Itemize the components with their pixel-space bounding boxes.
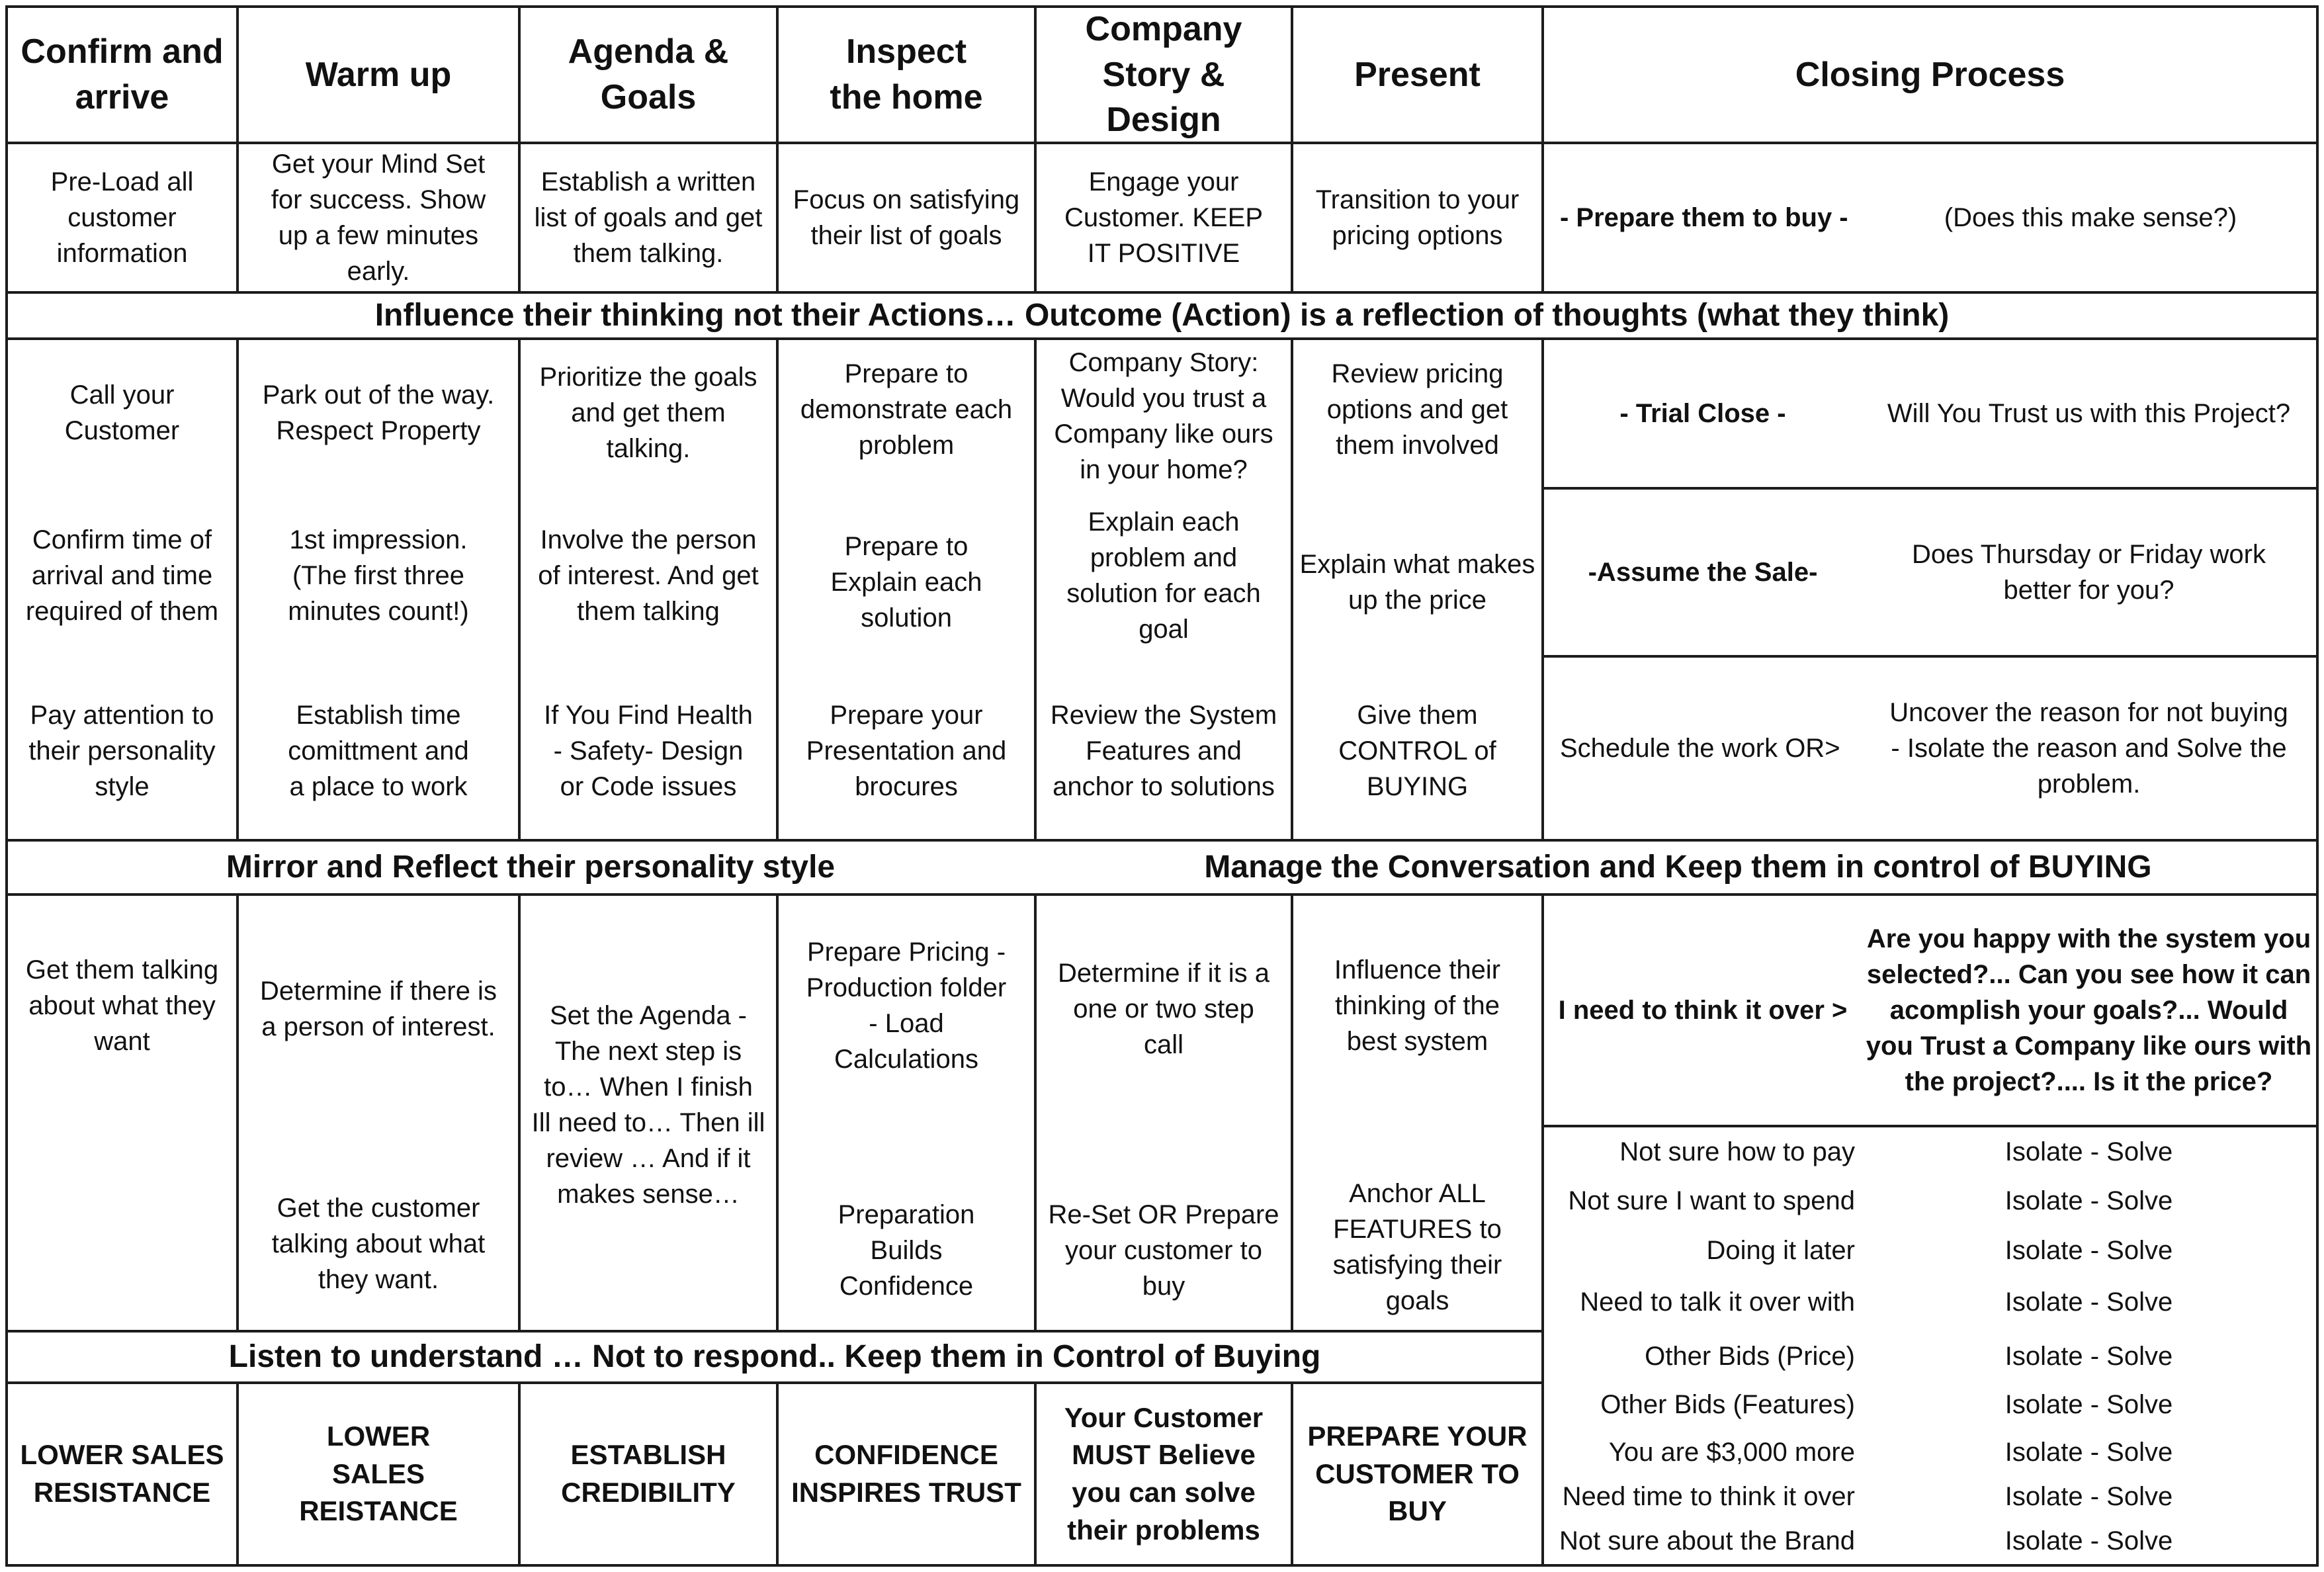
header-agenda-goals: Agenda & Goals (568, 32, 729, 116)
confirm-row2-b: Confirm time of arrival and time required of them (25, 525, 219, 626)
footer-agenda-goals: ESTABLISH CREDIBILITY (561, 1439, 736, 1508)
border-right (2316, 5, 2319, 1567)
inspect-row1: Focus on satisfying their list of goals (793, 185, 1020, 250)
inspect-row2-c: Prepare your Presentation and brocures (806, 701, 1007, 801)
objection-text: Not sure how to pay (1619, 1137, 1855, 1166)
objection-response: Isolate - Solve (2004, 1342, 2173, 1371)
banner-manage: Manage the Conversation and Keep them in control of BUYING (1204, 849, 2152, 885)
list-item (1544, 1381, 2316, 1428)
confirm-row2-a: Call your Customer (64, 380, 180, 445)
list-item (1544, 1129, 2316, 1175)
header-company-story: Company Story & Design (1085, 10, 1242, 140)
closing-assume-sale-label: -Assume the Sale- (1588, 558, 1818, 587)
inspect-row2-b: Prepare to Explain each solution (830, 532, 982, 633)
closing-trial-close-label: - Trial Close - (1619, 399, 1786, 428)
confirm-row1: Pre-Load all customer information (50, 167, 194, 268)
footer-warm-up: LOWER SALES REISTANCE (299, 1420, 458, 1527)
objection-text: You are $3,000 more (1608, 1438, 1855, 1467)
banner-mirror: Mirror and Reflect their personality style (226, 849, 836, 885)
warmup-row3-a: Determine if there is a person of interest. (260, 977, 497, 1041)
objection-response: Isolate - Solve (2004, 1482, 2173, 1511)
footer-company-story: Your Customer MUST Believe you can solve their problems (1064, 1401, 1264, 1546)
closing-think-over-text: Are you happy with the system you selected?... Can you see how it can acomplish your goals?... Would you Trust a Company like ours with the project?.... Is it the price? (1866, 924, 2312, 1096)
closing-think-over-label: I need to think it over > (1558, 996, 1848, 1025)
list-item (1544, 1518, 2316, 1564)
warmup-row1: Get your Mind Set for success. Show up a few minutes early. (271, 150, 486, 286)
list-item (1544, 1227, 2316, 1274)
agenda-row3-a: Set the Agenda -The next step is to… When I finish Ill need to… Then ill review … And if it makes sense… (531, 1001, 765, 1209)
objection-response: Isolate - Solve (2004, 1236, 2173, 1265)
objection-response: Isolate - Solve (2004, 1288, 2173, 1317)
objection-text: Other Bids (Price) (1645, 1342, 1855, 1371)
warmup-row2-a: Park out of the way. Respect Property (262, 380, 495, 445)
objection-response: Isolate - Solve (2004, 1438, 2173, 1467)
header-confirm-arrive: Confirm and arrive (21, 32, 224, 116)
closing-assume-sale-text: Does Thursday or Friday work better for you? (1912, 540, 2266, 605)
footer-confirm-arrive: LOWER SALES RESISTANCE (20, 1439, 224, 1508)
list-item (1544, 1279, 2316, 1325)
list-item (1544, 1333, 2316, 1379)
warmup-row2-b: 1st impression. (The first three minutes count!) (288, 525, 469, 626)
company-row3-b: Re-Set OR Prepare your customer to buy (1048, 1200, 1279, 1301)
list-item (1544, 1178, 2316, 1224)
confirm-row2-c: Pay attention to their personality style (28, 701, 216, 801)
objection-text: Not sure about the Brand (1559, 1526, 1855, 1555)
warmup-row2-c: Establish time comittment and a place to work (288, 701, 469, 801)
objection-text: Need to talk it over with (1580, 1288, 1855, 1317)
warmup-row3-b: Get the customer talking about what they want. (271, 1194, 486, 1294)
agenda-row2-b: Involve the person of interest. And get them talking (538, 525, 759, 626)
objection-text: Other Bids (Features) (1600, 1390, 1855, 1419)
list-item (1544, 1429, 2316, 1475)
objection-response: Isolate - Solve (2004, 1526, 2173, 1555)
company-row1: Engage your Customer. KEEP IT POSITIVE (1064, 167, 1264, 268)
header-warm-up: Warm up (305, 55, 452, 94)
closing-schedule-text: Uncover the reason for not buying - Isolate the reason and Solve the problem. (1889, 698, 2288, 799)
objection-response: Isolate - Solve (2004, 1186, 2173, 1215)
header-inspect-home: Inspect the home (830, 32, 983, 116)
footer-present: PREPARE YOUR CUSTOMER TO BUY (1307, 1420, 1528, 1527)
inspect-row3-b: Preparation Builds Confidence (838, 1200, 975, 1301)
inspect-row3-a: Prepare Pricing - Production folder - Load Calculations (806, 938, 1007, 1074)
company-row2-a: Company Story: Would you trust a Company like ours in your home? (1054, 348, 1273, 484)
present-row2-a: Review pricing options and get them involved (1326, 359, 1508, 460)
banner-listen: Listen to understand … Not to respond.. Keep them in Control of Buying (228, 1338, 1321, 1374)
list-item (1544, 1473, 2316, 1520)
confirm-row3-a: Get them talking about what they want (25, 955, 219, 1056)
objection-text: Need time to think it over (1562, 1482, 1855, 1511)
header-closing-process: Closing Process (1795, 55, 2065, 94)
agenda-row2-c: If You Find Health - Safety- Design or Code issues (544, 701, 753, 801)
objection-text: Not sure I want to spend (1568, 1186, 1855, 1215)
present-row3-a: Influence their thinking of the best system (1334, 955, 1501, 1056)
objection-response: Isolate - Solve (2004, 1390, 2173, 1419)
present-row3-b: Anchor ALL FEATURES to satisfying their goals (1332, 1179, 1502, 1315)
objection-text: Doing it later (1706, 1236, 1855, 1265)
closing-schedule-label: Schedule the work OR> (1560, 734, 1840, 763)
agenda-row2-a: Prioritize the goals and get them talking. (539, 363, 757, 463)
company-row2-c: Review the System Features and anchor to solutions (1050, 701, 1277, 801)
header-present: Present (1354, 55, 1481, 94)
objections-list (1544, 1127, 2316, 1564)
closing-prepare-label: - Prepare them to buy - (1560, 203, 1848, 232)
agenda-row1: Establish a written list of goals and get them talking. (534, 167, 763, 268)
closing-prepare-text: (Does this make sense?) (1944, 203, 2237, 232)
present-row2-b: Explain what makes up the price (1299, 550, 1535, 615)
footer-inspect-home: CONFIDENCE INSPIRES TRUST (791, 1439, 1021, 1508)
present-row1: Transition to your pricing options (1315, 185, 1520, 250)
company-row3-a: Determine if it is a one or two step call (1057, 959, 1270, 1059)
present-row2-c: Give them CONTROL of BUYING (1338, 701, 1496, 801)
border-bottom (5, 1564, 2319, 1567)
banner-influence: Influence their thinking not their Actions… Outcome (Action) is a reflection of thoughts (what they think) (374, 297, 1950, 333)
company-row2-b: Explain each problem and solution for each goal (1066, 507, 1261, 644)
objection-response: Isolate - Solve (2004, 1137, 2173, 1166)
closing-trial-close-text: Will You Trust us with this Project? (1887, 399, 2291, 428)
inspect-row2-a: Prepare to demonstrate each problem (800, 359, 1013, 460)
